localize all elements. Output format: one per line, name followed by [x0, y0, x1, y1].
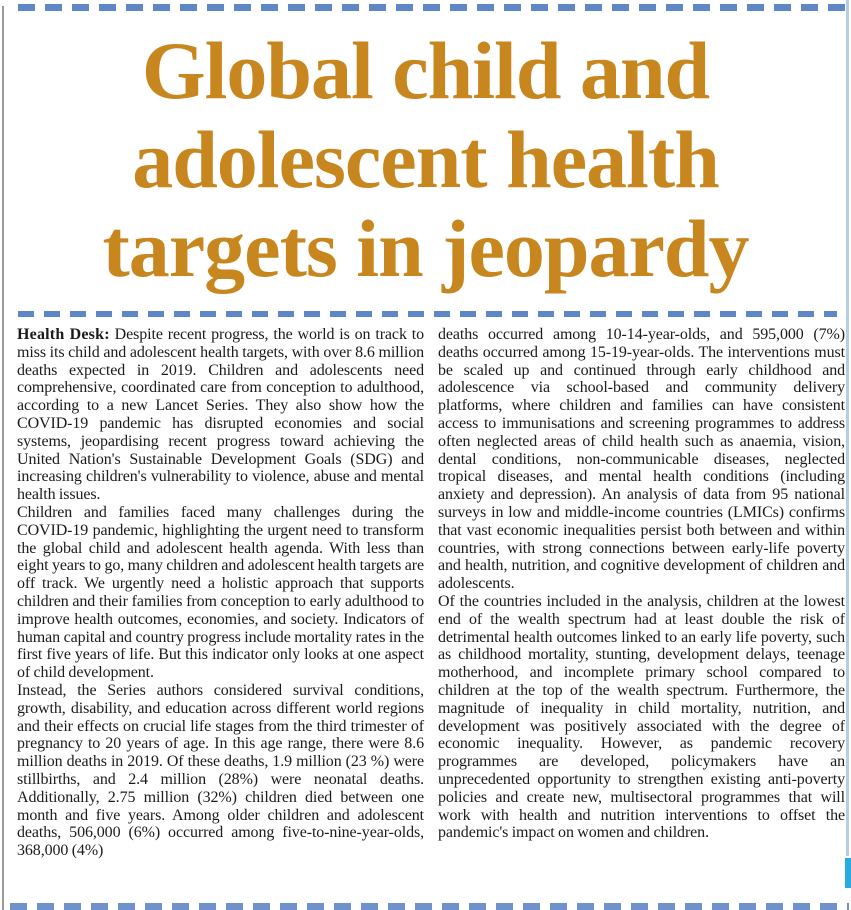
bottom-dashed-border — [10, 903, 849, 910]
paragraph: deaths occurred among 10-14-year-olds, and 595,000 (7%) deaths occurred among 15-19-year-olds. The interventions must be scaled up and continued through early childhood and adolescence via school-based and community delivery platforms, where children and families can have consistent access to immunisations and screening programmes to address often neglected areas of child health such as anaemia, vision, dental conditions, non-communicable diseases, neglected tropical diseases, and mental health conditions (including anxiety and depression). An analysis of data from 95 national surveys in low and middle-income countries (LMICs) confirms that vast economic inequalities persist both between and within countries, with strong connections between early-life poverty and health, nutrition, and cognitive development of children and adolescents. — [438, 326, 845, 593]
intro-paragraph — [17, 326, 424, 504]
headline-line-3: targets in jeopardy — [102, 203, 749, 294]
headline-line-2: adolescent health — [132, 114, 719, 205]
paragraph: Of the countries included in the analysis, children at the lowest end of the wealth spectrum had at least double the risk of detrimental health outcomes linked to an early life poverty, such as childhood mortality, stunting, development delays, teenage motherhood, and incomplete primary school compared to children at the top of the wealth spectrum. Furthermore, the magnitude of inequality in child mortality, nutrition, and development was positively associated with the degree of economic inequality. However, as pandemic recovery programmes are developed, policymakers have an unprecedented opportunity to strengthen existing anti-poverty policies and create new, multisectoral programmes that will work with health and nutrition interventions to offset the pandemic's impact on women and children. — [438, 592, 845, 842]
right-border-line — [846, 0, 849, 856]
paragraph: Instead, the Series authors considered survival conditions, growth, disability, and education across different world regions and their effects on crucial life stages from the third trimester of pregnancy to 20 years of age. In this age range, there were 8.6 million deaths in 2019. Of these deaths, 1.9 million (23 %) were stillbirths, and 2.4 million (28%) were neonatal deaths. Additionally, 2.75 million (32%) children died between one month and five years. Among older children and adolescent deaths, 506,000 (6%) occurred among five-to-nine-year-olds, 368,000 (4%) — [17, 681, 424, 860]
article-column-right — [438, 326, 845, 900]
lead-label: Health Desk: — [17, 326, 110, 343]
page-title — [26, 26, 825, 293]
intro-paragraph-text: Despite recent progress, the world is on track to miss its child and adolescent health targets, with over 8.6 million deaths expected in 2019. Children and adolescents need comprehensive, coordinated care from conception to adulthood, according to a new Lancet Series. They also show how the COVID-19 pandemic has disrupted economies and social systems, jeopardising recent progress toward achieving the United Nation's Sustainable Development Goals (SDG) and increasing children's vulnerability to violence, abuse and mental health issues. — [17, 326, 424, 504]
top-dashed-border — [18, 4, 849, 11]
headline-divider-border — [18, 311, 837, 317]
article-body — [17, 326, 845, 900]
article-column-left — [17, 326, 424, 900]
left-edge-line — [2, 6, 4, 910]
headline-line-1: Global child and — [141, 25, 710, 116]
paragraph: Children and families faced many challenges during the COVID-19 pandemic, highlighting the urgent need to transform the global child and adolescent health agenda. With less than eight years to go, many children and adolescent health targets are off track. We urgently need a holistic approach that supports children and their families from conception to early adulthood to improve health outcomes, economies, and society. Indicators of human capital and country progress include mortality rates in the first five years of life. But this indicator only looks at one aspect of child development. — [17, 503, 424, 682]
scrollbar-thumb[interactable] — [845, 858, 851, 888]
